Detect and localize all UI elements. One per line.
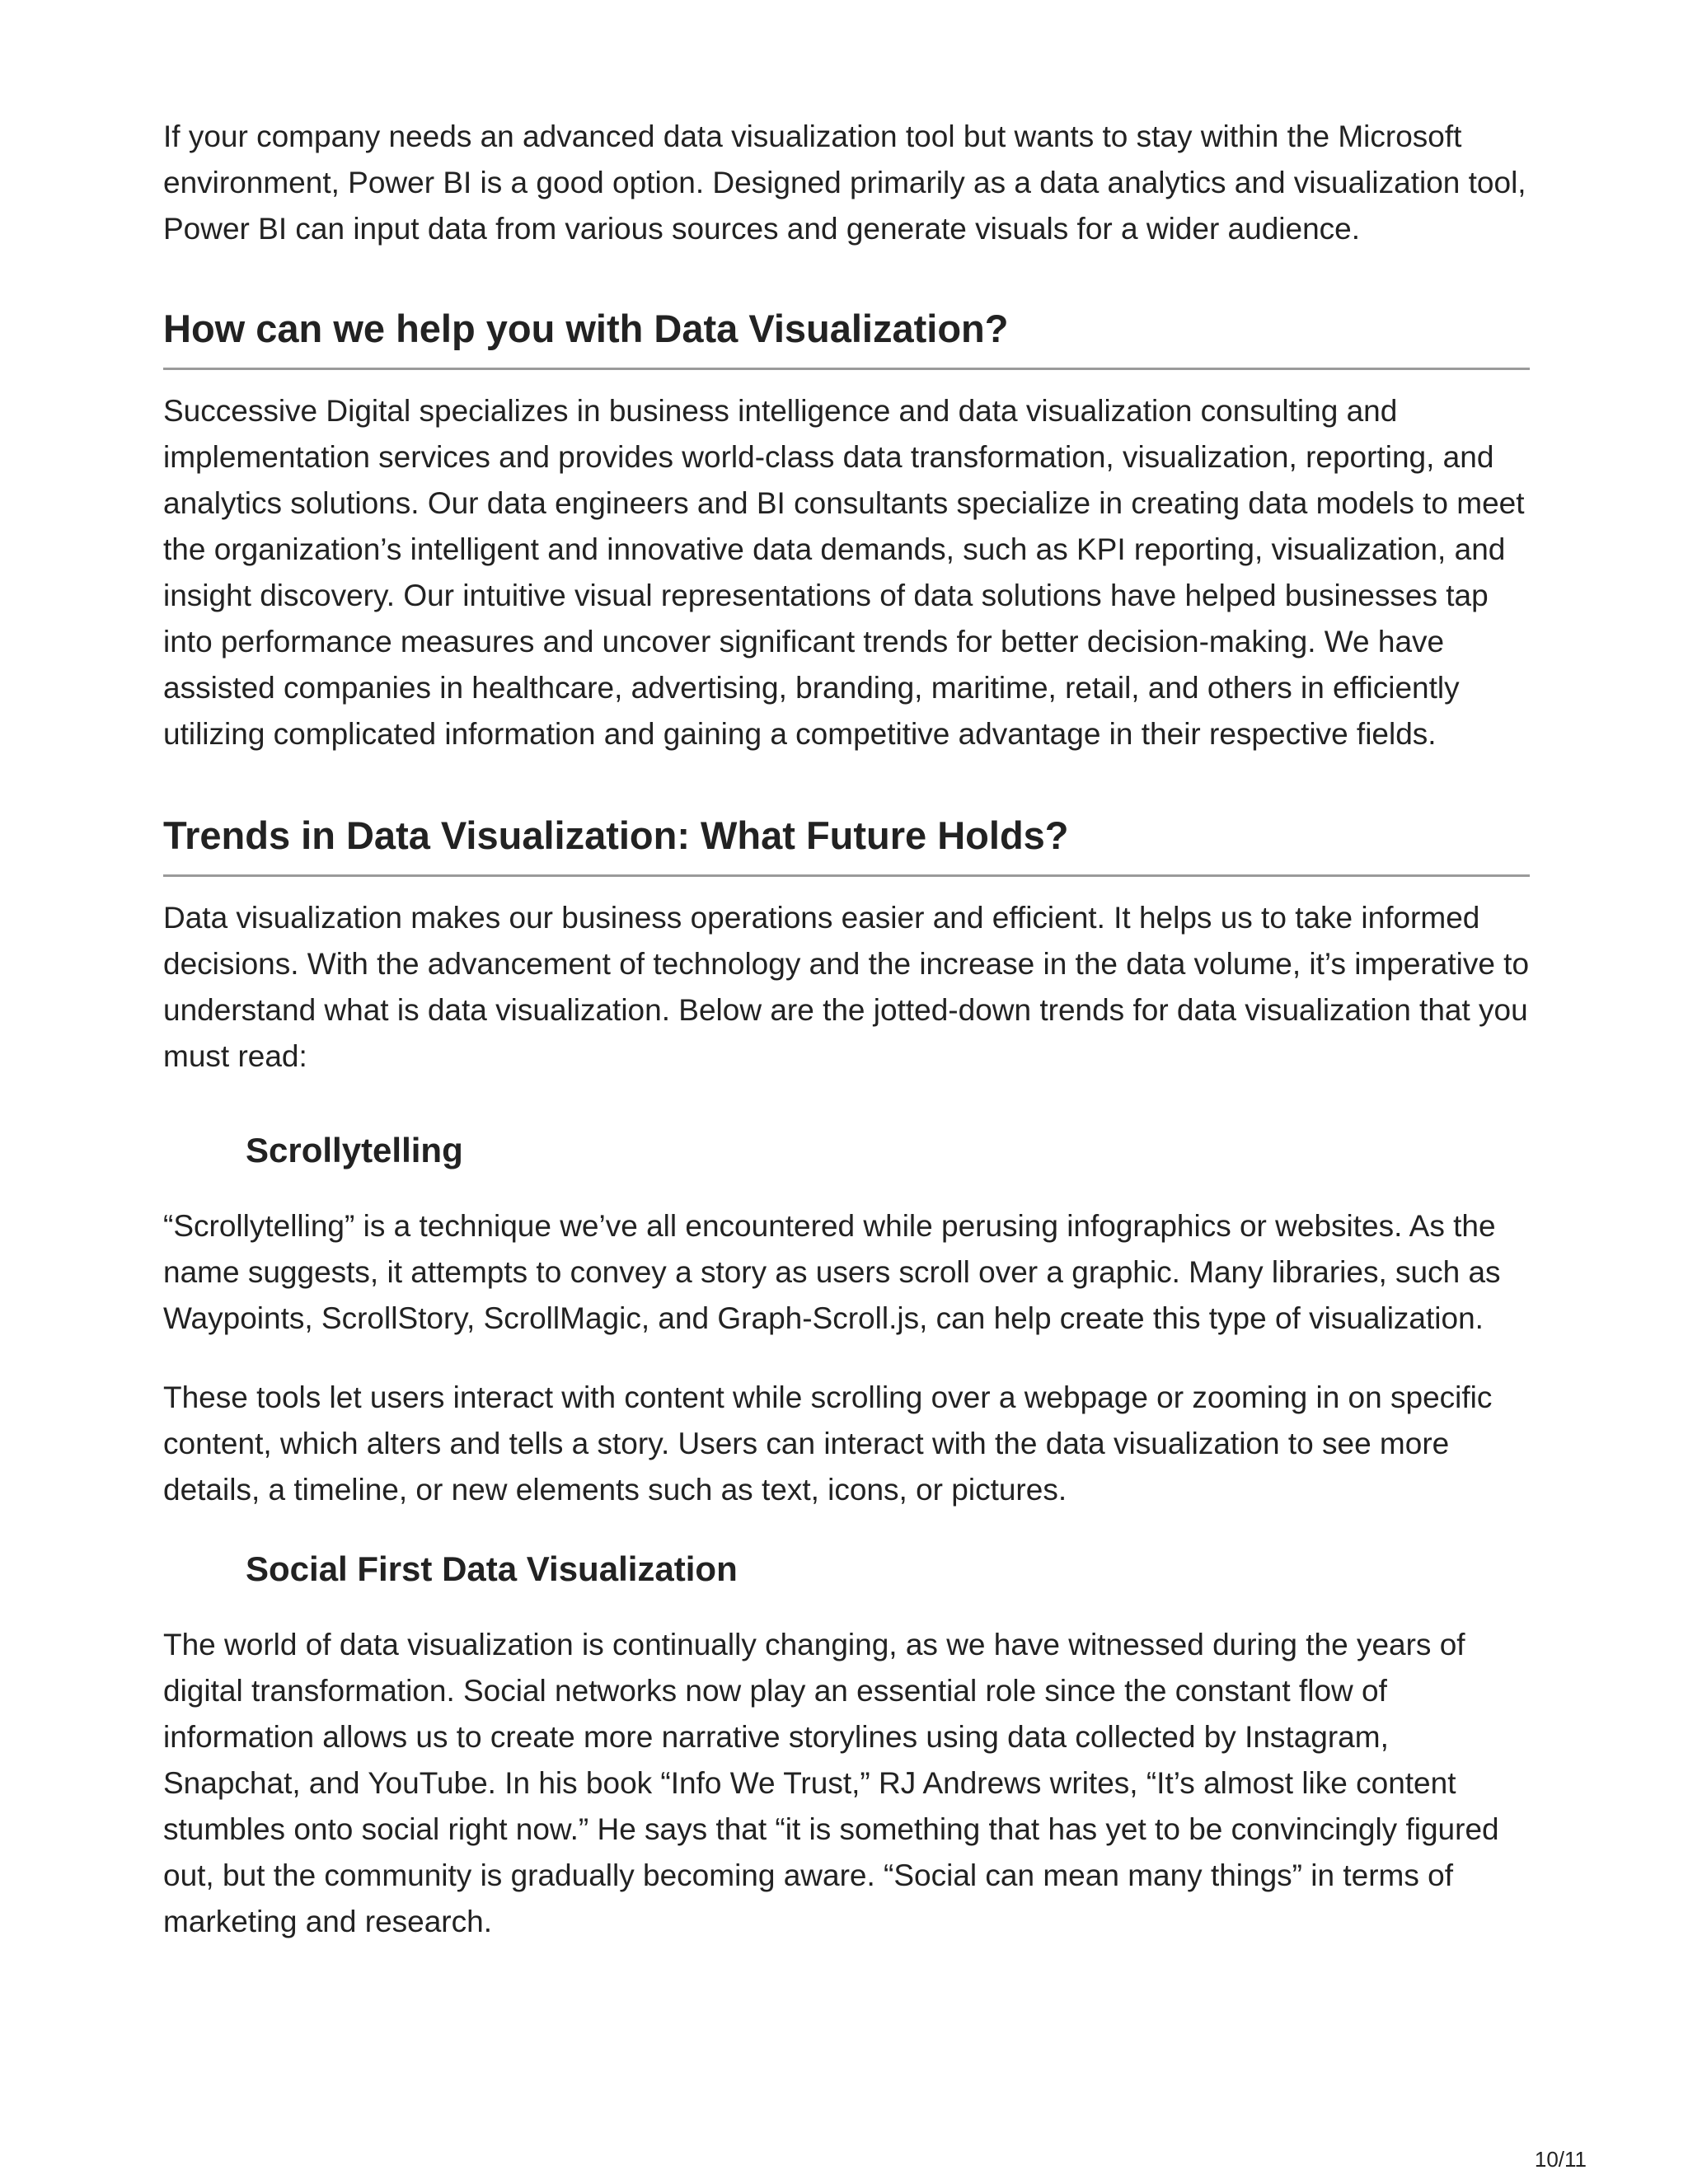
subheading-social-first: Social First Data Visualization [246,1549,738,1588]
scrollytelling-paragraph-1: “Scrollytelling” is a technique we’ve all encountered while perusing infographics or websites. As the name suggests, it attempts to convey a story as users scroll over a graphic. Many libraries, such as Waypoints, ScrollStory, ScrollMagic, and Graph-Scroll.js, can help create this type of visualization. [163,1209,1501,1335]
scrollytelling-paragraph-2: These tools let users interact with content while scrolling over a webpage or zooming in on specific content, which alters and tells a story. Users can interact with the data visualization to see more details, a timeline, or new elements such as text, icons, or pictures. [163,1380,1493,1507]
document-page [163,114,1530,1945]
section-heading-help: How can we help you with Data Visualization? [163,305,1530,370]
intro-paragraph: If your company needs an advanced data visualization tool but wants to stay within the Microsoft environment, Power BI is a good option. Designed primarily as a data analytics and visualization tool, Power BI can input data from various sources and generate visuals for a wider audience. [163,120,1526,246]
help-paragraph: Successive Digital specializes in business intelligence and data visualization consulting and implementation services and provides world-class data transformation, visualization, reporting, and analytics solutions. Our data engineers and BI consultants specialize in creating data models to meet the organization’s intelligent and innovative data demands, such as KPI reporting, visualization, and insight discovery. Our intuitive visual representations of data solutions have helped businesses tap into performance measures and uncover significant trends for better decision-making. We have assisted companies in healthcare, advertising, branding, maritime, retail, and others in efficiently utilizing complicated information and gaining a competitive advantage in their respective fields. [163,394,1525,751]
page-number: 10/11 [1534,2147,1587,2172]
social-first-paragraph: The world of data visualization is continually changing, as we have witnessed during the years of digital transformation. Social networks now play an essential role since the constant flow of information allows us to create more narrative storylines using data collected by Instagram, Snapchat, and YouTube. In his book “Info We Trust,” RJ Andrews writes, “It’s almost like content stumbles onto social right now.” He says that “it is something that has yet to be convincingly figured out, but the community is gradually becoming aware. “Social can mean many things” in terms of marketing and research. [163,1628,1499,1938]
trends-paragraph: Data visualization makes our business operations easier and efficient. It helps us to take informed decisions. With the advancement of technology and the increase in the data volume, it’s imperative to understand what is data visualization. Below are the jotted-down trends for data visualization that you must read: [163,901,1530,1073]
section-heading-trends: Trends in Data Visualization: What Future Holds? [163,812,1530,877]
subheading-scrollytelling: Scrollytelling [246,1131,463,1169]
